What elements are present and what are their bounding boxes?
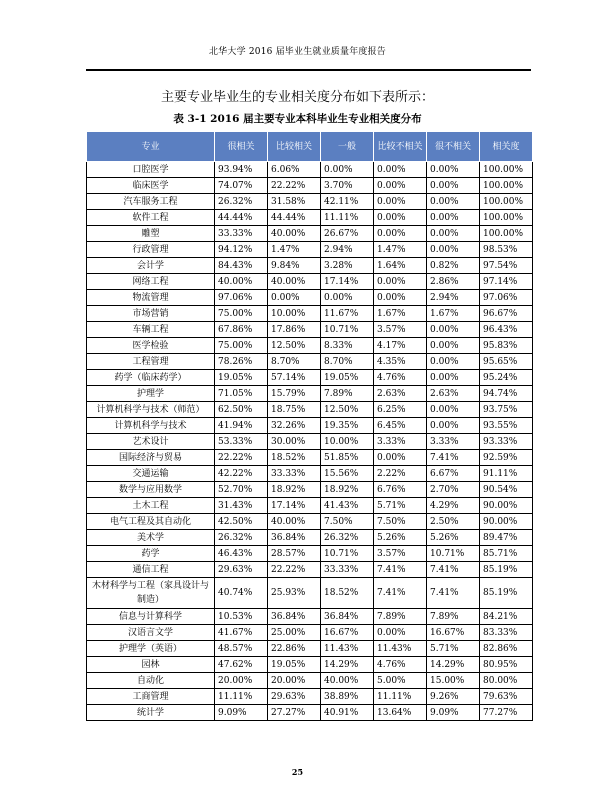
cell-fairly-irrelevant: 0.00%: [374, 162, 427, 178]
cell-relevance-rate: 85.19%: [480, 578, 533, 609]
cell-very-relevant: 33.33%: [215, 226, 268, 242]
table-row: [87, 322, 533, 338]
cell-very-relevant: 84.43%: [215, 258, 268, 274]
cell-major-name: 计算机科学与技术（师范）: [87, 402, 215, 418]
cell-fairly-relevant: 25.00%: [268, 625, 321, 641]
cell-neutral: 8.33%: [321, 338, 374, 354]
cell-fairly-relevant: 8.70%: [268, 354, 321, 370]
cell-very-relevant: 42.50%: [215, 514, 268, 530]
cell-relevance-rate: 95.65%: [480, 354, 533, 370]
table-row: [87, 498, 533, 514]
cell-very-irrelevant: 7.41%: [427, 562, 480, 578]
cell-relevance-rate: 79.63%: [480, 689, 533, 705]
table-row: [87, 370, 533, 386]
cell-major-name: 美术学: [87, 530, 215, 546]
table-row: [87, 162, 533, 178]
cell-very-irrelevant: 15.00%: [427, 673, 480, 689]
cell-fairly-irrelevant: 7.41%: [374, 578, 427, 609]
cell-major-name: 计算机科学与技术: [87, 418, 215, 434]
cell-relevance-rate: 97.14%: [480, 274, 533, 290]
cell-neutral: 8.70%: [321, 354, 374, 370]
cell-fairly-relevant: 27.27%: [268, 705, 321, 721]
cell-very-relevant: 11.11%: [215, 689, 268, 705]
cell-relevance-rate: 94.74%: [480, 386, 533, 402]
major-relevance-table: [86, 131, 533, 721]
cell-major-name: 艺术设计: [87, 434, 215, 450]
cell-fairly-relevant: 12.50%: [268, 338, 321, 354]
cell-major-name: 药学: [87, 546, 215, 562]
cell-major-name: 护理学（英语）: [87, 641, 215, 657]
cell-neutral: 38.89%: [321, 689, 374, 705]
cell-major-name: 汽车服务工程: [87, 194, 215, 210]
cell-major-name: 工商管理: [87, 689, 215, 705]
cell-fairly-irrelevant: 4.35%: [374, 354, 427, 370]
cell-fairly-irrelevant: 6.76%: [374, 482, 427, 498]
cell-neutral: 16.67%: [321, 625, 374, 641]
cell-fairly-irrelevant: 4.76%: [374, 657, 427, 673]
table-header-row: [87, 132, 533, 162]
cell-fairly-relevant: 15.79%: [268, 386, 321, 402]
cell-fairly-relevant: 20.00%: [268, 673, 321, 689]
cell-major-name: 会计学: [87, 258, 215, 274]
cell-fairly-relevant: 28.57%: [268, 546, 321, 562]
cell-very-irrelevant: 0.00%: [427, 338, 480, 354]
cell-neutral: 3.28%: [321, 258, 374, 274]
cell-very-irrelevant: 0.00%: [427, 370, 480, 386]
cell-neutral: 40.91%: [321, 705, 374, 721]
cell-neutral: 51.85%: [321, 450, 374, 466]
cell-relevance-rate: 85.19%: [480, 562, 533, 578]
cell-neutral: 11.11%: [321, 210, 374, 226]
cell-neutral: 12.50%: [321, 402, 374, 418]
cell-very-irrelevant: 7.89%: [427, 609, 480, 625]
cell-fairly-relevant: 10.00%: [268, 306, 321, 322]
cell-fairly-irrelevant: 0.00%: [374, 450, 427, 466]
table-row: [87, 530, 533, 546]
cell-fairly-irrelevant: 6.45%: [374, 418, 427, 434]
cell-very-irrelevant: 3.33%: [427, 434, 480, 450]
cell-major-name: 网络工程: [87, 274, 215, 290]
cell-major-name: 医学检验: [87, 338, 215, 354]
table-row: [87, 641, 533, 657]
cell-relevance-rate: 77.27%: [480, 705, 533, 721]
header-very-relevant: 很相关: [215, 132, 268, 162]
cell-fairly-irrelevant: 1.67%: [374, 306, 427, 322]
cell-very-relevant: 74.07%: [215, 178, 268, 194]
cell-major-name: 统计学: [87, 705, 215, 721]
cell-major-name: 软件工程: [87, 210, 215, 226]
cell-fairly-irrelevant: 0.00%: [374, 290, 427, 306]
cell-very-relevant: 9.09%: [215, 705, 268, 721]
table-row: [87, 625, 533, 641]
header-fairly-irrelevant: 比较不相关: [374, 132, 427, 162]
cell-very-irrelevant: 2.63%: [427, 386, 480, 402]
cell-very-irrelevant: 0.00%: [427, 354, 480, 370]
cell-relevance-rate: 97.54%: [480, 258, 533, 274]
cell-relevance-rate: 100.00%: [480, 226, 533, 242]
cell-very-relevant: 71.05%: [215, 386, 268, 402]
cell-relevance-rate: 90.00%: [480, 514, 533, 530]
cell-very-relevant: 19.05%: [215, 370, 268, 386]
header-very-irrelevant: 很不相关: [427, 132, 480, 162]
cell-fairly-relevant: 6.06%: [268, 162, 321, 178]
cell-very-relevant: 97.06%: [215, 290, 268, 306]
header-neutral: 一般: [321, 132, 374, 162]
cell-very-irrelevant: 10.71%: [427, 546, 480, 562]
table-row: [87, 210, 533, 226]
header-fairly-relevant: 比较相关: [268, 132, 321, 162]
cell-major-name: 物流管理: [87, 290, 215, 306]
cell-neutral: 42.11%: [321, 194, 374, 210]
cell-very-relevant: 75.00%: [215, 306, 268, 322]
cell-major-name: 车辆工程: [87, 322, 215, 338]
cell-major-name: 市场营销: [87, 306, 215, 322]
cell-very-irrelevant: 7.41%: [427, 578, 480, 609]
cell-neutral: 26.67%: [321, 226, 374, 242]
cell-fairly-relevant: 22.22%: [268, 562, 321, 578]
running-header: 北华大学 2016 届毕业生就业质量年度报告: [208, 47, 387, 57]
cell-very-irrelevant: 0.00%: [427, 242, 480, 258]
cell-neutral: 10.71%: [321, 546, 374, 562]
cell-neutral: 10.71%: [321, 322, 374, 338]
cell-very-irrelevant: 0.00%: [427, 178, 480, 194]
cell-neutral: 40.00%: [321, 673, 374, 689]
cell-very-irrelevant: 0.00%: [427, 418, 480, 434]
table-row: [87, 434, 533, 450]
cell-major-name: 自动化: [87, 673, 215, 689]
cell-fairly-irrelevant: 3.33%: [374, 434, 427, 450]
cell-fairly-irrelevant: 7.50%: [374, 514, 427, 530]
cell-fairly-irrelevant: 11.43%: [374, 641, 427, 657]
cell-relevance-rate: 83.33%: [480, 625, 533, 641]
table-row: [87, 705, 533, 721]
cell-fairly-irrelevant: 3.57%: [374, 322, 427, 338]
cell-major-name: 行政管理: [87, 242, 215, 258]
table-row: [87, 657, 533, 673]
cell-fairly-irrelevant: 13.64%: [374, 705, 427, 721]
cell-very-relevant: 52.70%: [215, 482, 268, 498]
table-caption: 表 3-1 2016 届主要专业本科毕业生专业相关度分布: [173, 113, 422, 125]
cell-fairly-irrelevant: 0.00%: [374, 178, 427, 194]
cell-fairly-relevant: 44.44%: [268, 210, 321, 226]
cell-fairly-relevant: 17.14%: [268, 498, 321, 514]
table-row: [87, 609, 533, 625]
cell-fairly-irrelevant: 0.00%: [374, 274, 427, 290]
cell-major-name: 数学与应用数学: [87, 482, 215, 498]
cell-very-irrelevant: 7.41%: [427, 450, 480, 466]
cell-fairly-relevant: 36.84%: [268, 530, 321, 546]
table-row: [87, 226, 533, 242]
cell-fairly-irrelevant: 0.00%: [374, 226, 427, 242]
cell-relevance-rate: 84.21%: [480, 609, 533, 625]
cell-relevance-rate: 96.67%: [480, 306, 533, 322]
cell-neutral: 26.32%: [321, 530, 374, 546]
cell-very-relevant: 78.26%: [215, 354, 268, 370]
table-row: [87, 290, 533, 306]
cell-relevance-rate: 100.00%: [480, 210, 533, 226]
cell-fairly-relevant: 57.14%: [268, 370, 321, 386]
cell-neutral: 7.50%: [321, 514, 374, 530]
cell-neutral: 11.43%: [321, 641, 374, 657]
table-row: [87, 386, 533, 402]
cell-very-relevant: 22.22%: [215, 450, 268, 466]
cell-fairly-irrelevant: 0.00%: [374, 625, 427, 641]
cell-fairly-relevant: 29.63%: [268, 689, 321, 705]
cell-fairly-relevant: 22.22%: [268, 178, 321, 194]
cell-major-name: 土木工程: [87, 498, 215, 514]
cell-relevance-rate: 80.95%: [480, 657, 533, 673]
cell-fairly-relevant: 22.86%: [268, 641, 321, 657]
cell-relevance-rate: 95.83%: [480, 338, 533, 354]
cell-very-irrelevant: 6.67%: [427, 466, 480, 482]
cell-major-name: 通信工程: [87, 562, 215, 578]
cell-very-relevant: 26.32%: [215, 530, 268, 546]
cell-very-relevant: 20.00%: [215, 673, 268, 689]
cell-relevance-rate: 95.24%: [480, 370, 533, 386]
cell-very-relevant: 26.32%: [215, 194, 268, 210]
cell-neutral: 17.14%: [321, 274, 374, 290]
cell-neutral: 41.43%: [321, 498, 374, 514]
cell-very-irrelevant: 0.00%: [427, 162, 480, 178]
cell-very-relevant: 10.53%: [215, 609, 268, 625]
header-major: 专业: [87, 132, 215, 162]
cell-very-irrelevant: 0.00%: [427, 226, 480, 242]
table-row: [87, 673, 533, 689]
cell-neutral: 19.35%: [321, 418, 374, 434]
table-row: [87, 466, 533, 482]
cell-very-relevant: 29.63%: [215, 562, 268, 578]
table-row: [87, 578, 533, 609]
table-row: [87, 194, 533, 210]
cell-fairly-irrelevant: 2.63%: [374, 386, 427, 402]
cell-neutral: 18.52%: [321, 578, 374, 609]
cell-major-name: 汉语言文学: [87, 625, 215, 641]
table-row: [87, 338, 533, 354]
cell-very-relevant: 67.86%: [215, 322, 268, 338]
cell-very-irrelevant: 0.00%: [427, 194, 480, 210]
cell-major-name: 护理学: [87, 386, 215, 402]
table-row: [87, 689, 533, 705]
cell-neutral: 3.70%: [321, 178, 374, 194]
cell-fairly-relevant: 18.92%: [268, 482, 321, 498]
cell-very-irrelevant: 0.00%: [427, 210, 480, 226]
cell-major-name: 电气工程及其自动化: [87, 514, 215, 530]
cell-fairly-irrelevant: 5.71%: [374, 498, 427, 514]
cell-fairly-irrelevant: 11.11%: [374, 689, 427, 705]
table-row: [87, 258, 533, 274]
cell-neutral: 2.94%: [321, 242, 374, 258]
cell-fairly-irrelevant: 1.47%: [374, 242, 427, 258]
cell-fairly-relevant: 25.93%: [268, 578, 321, 609]
cell-very-irrelevant: 5.26%: [427, 530, 480, 546]
cell-very-irrelevant: 9.26%: [427, 689, 480, 705]
cell-relevance-rate: 85.71%: [480, 546, 533, 562]
cell-fairly-relevant: 1.47%: [268, 242, 321, 258]
cell-very-relevant: 40.00%: [215, 274, 268, 290]
cell-fairly-relevant: 30.00%: [268, 434, 321, 450]
cell-major-name: 临床医学: [87, 178, 215, 194]
cell-neutral: 7.89%: [321, 386, 374, 402]
cell-very-relevant: 75.00%: [215, 338, 268, 354]
cell-fairly-relevant: 40.00%: [268, 514, 321, 530]
cell-very-irrelevant: 14.29%: [427, 657, 480, 673]
cell-neutral: 0.00%: [321, 290, 374, 306]
cell-fairly-relevant: 36.84%: [268, 609, 321, 625]
cell-fairly-irrelevant: 5.00%: [374, 673, 427, 689]
cell-relevance-rate: 90.00%: [480, 498, 533, 514]
cell-fairly-relevant: 32.26%: [268, 418, 321, 434]
table-body: [87, 162, 533, 721]
table-row: [87, 178, 533, 194]
cell-major-name: 国际经济与贸易: [87, 450, 215, 466]
cell-major-name: 口腔医学: [87, 162, 215, 178]
cell-very-irrelevant: 1.67%: [427, 306, 480, 322]
cell-very-relevant: 62.50%: [215, 402, 268, 418]
cell-relevance-rate: 80.00%: [480, 673, 533, 689]
cell-very-irrelevant: 2.50%: [427, 514, 480, 530]
cell-fairly-irrelevant: 3.57%: [374, 546, 427, 562]
cell-neutral: 10.00%: [321, 434, 374, 450]
cell-very-irrelevant: 2.70%: [427, 482, 480, 498]
cell-fairly-relevant: 19.05%: [268, 657, 321, 673]
cell-fairly-irrelevant: 0.00%: [374, 194, 427, 210]
cell-major-name: 信息与计算科学: [87, 609, 215, 625]
cell-very-relevant: 31.43%: [215, 498, 268, 514]
cell-fairly-relevant: 9.84%: [268, 258, 321, 274]
cell-very-irrelevant: 9.09%: [427, 705, 480, 721]
cell-very-relevant: 41.94%: [215, 418, 268, 434]
cell-fairly-relevant: 18.52%: [268, 450, 321, 466]
cell-very-relevant: 40.74%: [215, 578, 268, 609]
cell-very-relevant: 93.94%: [215, 162, 268, 178]
cell-fairly-relevant: 40.00%: [268, 274, 321, 290]
cell-fairly-irrelevant: 4.76%: [374, 370, 427, 386]
cell-very-irrelevant: 0.00%: [427, 402, 480, 418]
cell-relevance-rate: 93.75%: [480, 402, 533, 418]
cell-relevance-rate: 91.11%: [480, 466, 533, 482]
table-row: [87, 546, 533, 562]
cell-relevance-rate: 97.06%: [480, 290, 533, 306]
cell-fairly-irrelevant: 7.89%: [374, 609, 427, 625]
cell-fairly-irrelevant: 2.22%: [374, 466, 427, 482]
cell-neutral: 11.67%: [321, 306, 374, 322]
cell-neutral: 36.84%: [321, 609, 374, 625]
table-row: [87, 514, 533, 530]
table-row: [87, 306, 533, 322]
table-row: [87, 354, 533, 370]
table-row: [87, 562, 533, 578]
cell-major-name: 雕塑: [87, 226, 215, 242]
table-row: [87, 402, 533, 418]
intro-sentence: 主要专业毕业生的专业相关度分布如下表所示：: [160, 90, 434, 105]
cell-major-name: 交通运输: [87, 466, 215, 482]
cell-very-relevant: 46.43%: [215, 546, 268, 562]
cell-relevance-rate: 89.47%: [480, 530, 533, 546]
cell-major-name: 木材科学与工程（家具设计与制造）: [87, 578, 215, 609]
table-row: [87, 482, 533, 498]
cell-neutral: 0.00%: [321, 162, 374, 178]
cell-relevance-rate: 92.59%: [480, 450, 533, 466]
cell-major-name: 工程管理: [87, 354, 215, 370]
cell-relevance-rate: 93.55%: [480, 418, 533, 434]
cell-fairly-relevant: 40.00%: [268, 226, 321, 242]
header-relevance-rate: 相关度: [480, 132, 533, 162]
cell-relevance-rate: 96.43%: [480, 322, 533, 338]
page-number: 25: [291, 767, 304, 777]
cell-very-irrelevant: 2.86%: [427, 274, 480, 290]
cell-very-irrelevant: 5.71%: [427, 641, 480, 657]
cell-very-irrelevant: 4.29%: [427, 498, 480, 514]
cell-fairly-relevant: 0.00%: [268, 290, 321, 306]
cell-neutral: 15.56%: [321, 466, 374, 482]
cell-relevance-rate: 93.33%: [480, 434, 533, 450]
cell-relevance-rate: 100.00%: [480, 178, 533, 194]
cell-fairly-irrelevant: 1.64%: [374, 258, 427, 274]
cell-very-irrelevant: 2.94%: [427, 290, 480, 306]
cell-very-irrelevant: 0.82%: [427, 258, 480, 274]
cell-relevance-rate: 90.54%: [480, 482, 533, 498]
cell-very-relevant: 47.62%: [215, 657, 268, 673]
cell-neutral: 14.29%: [321, 657, 374, 673]
cell-major-name: 园林: [87, 657, 215, 673]
cell-very-relevant: 94.12%: [215, 242, 268, 258]
cell-relevance-rate: 82.86%: [480, 641, 533, 657]
cell-fairly-relevant: 31.58%: [268, 194, 321, 210]
cell-very-relevant: 44.44%: [215, 210, 268, 226]
cell-fairly-irrelevant: 4.17%: [374, 338, 427, 354]
cell-fairly-irrelevant: 7.41%: [374, 562, 427, 578]
cell-major-name: 药学（临床药学）: [87, 370, 215, 386]
cell-relevance-rate: 100.00%: [480, 194, 533, 210]
cell-fairly-relevant: 33.33%: [268, 466, 321, 482]
cell-fairly-irrelevant: 0.00%: [374, 210, 427, 226]
cell-very-relevant: 42.22%: [215, 466, 268, 482]
table-row: [87, 274, 533, 290]
cell-very-irrelevant: 16.67%: [427, 625, 480, 641]
cell-very-relevant: 53.33%: [215, 434, 268, 450]
cell-relevance-rate: 100.00%: [480, 162, 533, 178]
table-row: [87, 450, 533, 466]
cell-fairly-relevant: 17.86%: [268, 322, 321, 338]
table-row: [87, 418, 533, 434]
cell-fairly-relevant: 18.75%: [268, 402, 321, 418]
header-rule: [86, 69, 531, 71]
cell-neutral: 18.92%: [321, 482, 374, 498]
table-row: [87, 242, 533, 258]
cell-relevance-rate: 98.53%: [480, 242, 533, 258]
cell-neutral: 33.33%: [321, 562, 374, 578]
cell-very-relevant: 41.67%: [215, 625, 268, 641]
cell-very-irrelevant: 0.00%: [427, 322, 480, 338]
cell-fairly-irrelevant: 6.25%: [374, 402, 427, 418]
cell-fairly-irrelevant: 5.26%: [374, 530, 427, 546]
cell-neutral: 19.05%: [321, 370, 374, 386]
cell-very-relevant: 48.57%: [215, 641, 268, 657]
